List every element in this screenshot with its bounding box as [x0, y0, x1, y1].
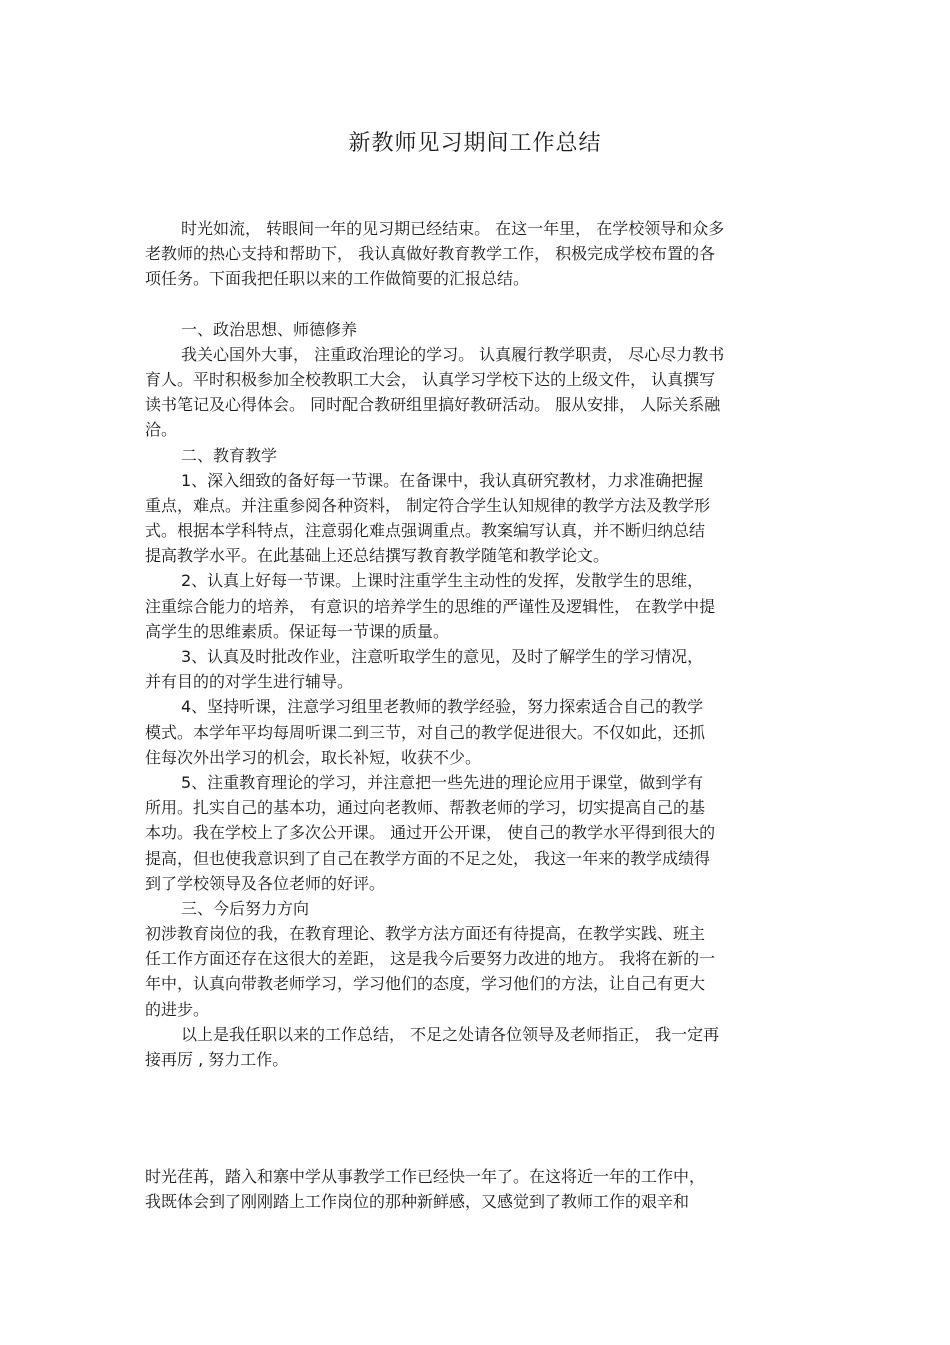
text-line: 项任务。下面我把任职以来的工作做简要的汇报总结。	[145, 269, 530, 289]
text-line: 4、坚持听课，注意学习组里老教师的教学经验，努力探索适合自己的教学	[181, 697, 704, 717]
text-line: 以上是我任职以来的工作总结， 不足之处请各位领导及老师指正， 我一定再	[181, 1024, 720, 1044]
text-line: 3、认真及时批改作业，注意听取学生的意见，及时了解学生的学习情况，	[181, 647, 704, 666]
section-teaching	[145, 443, 810, 896]
document-title: 新教师见习期间工作总结	[348, 131, 602, 156]
text-line: 初涉教育岗位的我，在教育理论、教学方法方面还有待提高，在教学实践、班主	[145, 924, 706, 944]
section-political	[145, 317, 810, 443]
text-line: 读书笔记及心得体会。 同时配合教研组里搞好教研活动。 服从安排， 人际关系融	[145, 395, 721, 415]
text-line: 时光荏苒，踏入和寨中学从事教学工作已经快一年了。在这将近一年的工作中，	[145, 1167, 706, 1186]
text-line: 模式。本学年平均每周听课二到三节，对自己的教学促进很大。不仅如此，还抓	[145, 722, 706, 742]
text-line: 住每次外出学习的机会，取长补短，收获不少。	[145, 747, 482, 767]
teaching-item-2	[145, 568, 810, 644]
text-line: 高学生的思维素质。保证每一节课的质量。	[145, 621, 450, 641]
section-heading: 二、教育教学	[181, 445, 278, 465]
section-heading: 一、政治思想、师德修养	[181, 319, 358, 339]
next-document-excerpt	[145, 1164, 810, 1214]
text-line: 提高教学水平。在此基础上还总结撰写教育教学随笔和教学论文。	[145, 546, 610, 566]
text-line: 并有目的的对学生进行辅导。	[145, 672, 354, 692]
text-line: 的进步。	[145, 999, 210, 1019]
text-line: 2、认真上好每一节课。上课时注重学生主动性的发挥，发散学生的思维，	[181, 571, 704, 591]
closing-paragraph	[145, 1022, 810, 1072]
text-line: 重点，难点。并注重参阅各种资料， 制定符合学生认知规律的教学方法及教学形	[145, 495, 711, 515]
text-line: 时光如流， 转眼间一年的见习期已经结束。 在这一年里， 在学校领导和众多	[181, 219, 725, 238]
section-heading: 三、今后努力方向	[181, 898, 310, 918]
intro-paragraph	[145, 216, 810, 292]
text-line: 5、注重教育理论的学习，并注意把一些先进的理论应用于课堂，做到学有	[181, 772, 704, 792]
text-line: 我关心国外大事， 注重政治理论的学习。 认真履行教学职责， 尽心尽力教书	[181, 344, 725, 364]
teaching-item-5	[145, 770, 810, 896]
document-body	[145, 216, 810, 1072]
teaching-item-4	[145, 694, 810, 770]
section-future	[145, 896, 810, 1022]
text-line: 所用。扎实自己的基本功，通过向老教师、帮教老师的学习，切实提高自己的基	[145, 798, 706, 818]
text-line: 洽。	[145, 420, 178, 440]
text-line: 1、深入细致的备好每一节课。在备课中，我认真研究教材，力求准确把握	[181, 470, 704, 490]
spacer	[145, 292, 810, 317]
text-line: 任工作方面还存在这很大的差距， 这是我今后要努力改进的地方。 我将在新的一	[145, 949, 716, 969]
text-line: 接再厉 , 努力工作。	[145, 1050, 289, 1069]
text-line: 育人。平时积极参加全校教职工大会， 认真学习学校下达的上级文件， 认真撰写	[145, 369, 716, 389]
text-line: 提高，但也使我意识到了自己在教学方面的不足之处， 我这一年来的教学成绩得	[145, 848, 711, 868]
text-line: 到了学校领导及各位老师的好评。	[145, 873, 386, 893]
teaching-item-1	[145, 468, 810, 569]
text-line: 年中，认真向带教老师学习，学习他们的态度，学习他们的方法，让自己有更大	[145, 974, 706, 994]
text-line: 式。根据本学科特点，注意弱化难点强调重点。教案编写认真，并不断归纳总结	[145, 521, 706, 541]
text-line: 注重综合能力的培养， 有意识的培养学生的思维的严谨性及逻辑性， 在教学中提	[145, 596, 716, 616]
text-line: 我既体会到了刚刚踏上工作岗位的那种新鲜感，又感觉到了教师工作的艰辛和	[145, 1192, 690, 1212]
text-line: 老教师的热心支持和帮助下， 我认真做好教育教学工作， 积极完成学校布置的各	[145, 244, 716, 264]
teaching-item-3	[145, 644, 810, 694]
text-line: 本功。我在学校上了多次公开课。 通过开公开课， 使自己的教学水平得到很大的	[145, 823, 716, 843]
